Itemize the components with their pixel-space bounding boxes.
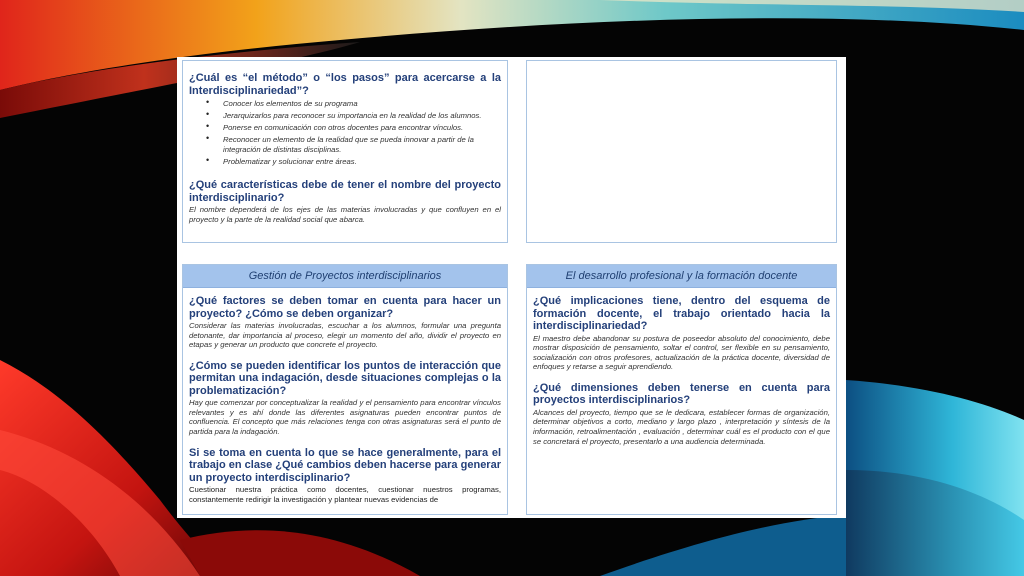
question-method: ¿Cuál es “el método” o “los pasos” para acercarse a la Interdisciplinariedad”? xyxy=(189,72,501,97)
answer-changes: Cuestionar nuestra práctica como docentes, cuestionar nuestros programas, constantemente redirigir la investigación y plantear nuevas evidencias de xyxy=(189,485,501,504)
box-professional-development xyxy=(526,264,837,515)
question-changes: Si se toma en cuenta lo que se hace generalmente, para el trabajo en clase ¿Qué cambios deben hacerse para generar un proyecto interdisciplinario? xyxy=(189,446,501,484)
bullet-icon: • xyxy=(206,133,210,144)
bullet-icon: • xyxy=(206,97,210,107)
box-interdisciplinary-method xyxy=(182,60,508,243)
question-project-name: ¿Qué características debe de tener el nombre del proyecto interdisciplinario? xyxy=(189,179,501,204)
answer-factors: Considerar las materias involucradas, escuchar a los alumnos, formular una pregunta detonante, dar importancia al proceso, elegir un momento del año, dividir el proyecto en etapas y generar un producto que concrete el proyecto. xyxy=(189,321,501,350)
question-factors: ¿Qué factores se deben tomar en cuenta para hacer un proyecto? ¿Cómo se deben organizar? xyxy=(189,295,501,320)
answer-implications: El maestro debe abandonar su postura de poseedor absoluto del conocimiento, debe mostrar disposición de pensamiento, soltar el control, ser flexible en su pensamiento, socialización con otros profesores, actualización de la práctica docente, diversidad de enfoques y retarse a seguir aprendiendo. xyxy=(533,333,830,372)
bullet-icon: • xyxy=(206,109,210,120)
bullet-icon: • xyxy=(206,154,210,165)
question-dimensions: ¿Qué dimensiones deben tenerse en cuenta para proyectos interdisciplinarios? xyxy=(533,381,830,407)
question-implications: ¿Qué implicaciones tiene, dentro del esquema de formación docente, el trabajo orientado hacia la interdisciplinariedad? xyxy=(533,295,830,332)
list-item: • Conocer los elementos de su programa xyxy=(206,97,358,108)
bullet-icon: • xyxy=(206,121,210,132)
list-item: • Problematizar y solucionar entre áreas. xyxy=(206,154,357,166)
list-item: • Reconocer un elemento de la realidad que se pueda innovar a partir de la integración de distintas disciplinas. xyxy=(206,133,474,154)
question-interaction-points: ¿Cómo se pueden identificar los puntos de interacción que permitan una indagación, desde situaciones complejas o la problematización? xyxy=(189,359,501,397)
document-page xyxy=(177,57,846,518)
method-steps-list xyxy=(189,99,501,167)
answer-project-name: El nombre dependerá de los ejes de las materias involucradas y que confluyen en el proyecto y la parte de la realidad social que abarca. xyxy=(189,205,501,224)
box-project-management xyxy=(182,264,508,515)
box-empty xyxy=(526,60,837,243)
section-header-project-management: Gestión de Proyectos interdisciplinarios xyxy=(183,265,507,288)
answer-dimensions: Alcances del proyecto, tiempo que se le dedicara, establecer formas de organización, determinar objetivos a corto, mediano y largo plazo , interpretación y síntesis de la información, retroalimentación , evaluación , determinar cuál es el producto con el que se concretará el proyecto, presentarlo a una audiencia determinada. xyxy=(533,407,830,446)
list-item: • Ponerse en comunicación con otros docentes para encontrar vínculos. xyxy=(206,121,464,133)
answer-interaction-points: Hay que comenzar por conceptualizar la realidad y el pensamiento para encontrar vínculos relevantes y es ahí donde las diferentes asignaturas pueden encontrar puntos de confluencia. El concepto que más relaciones tenga con otras asignaturas será el punto de partida para la indagación. xyxy=(189,398,501,437)
section-header-professional-development: El desarrollo profesional y la formación docente xyxy=(527,265,836,288)
list-item: • Jerarquizarlos para reconocer su importancia en la realidad de los alumnos. xyxy=(206,109,482,121)
